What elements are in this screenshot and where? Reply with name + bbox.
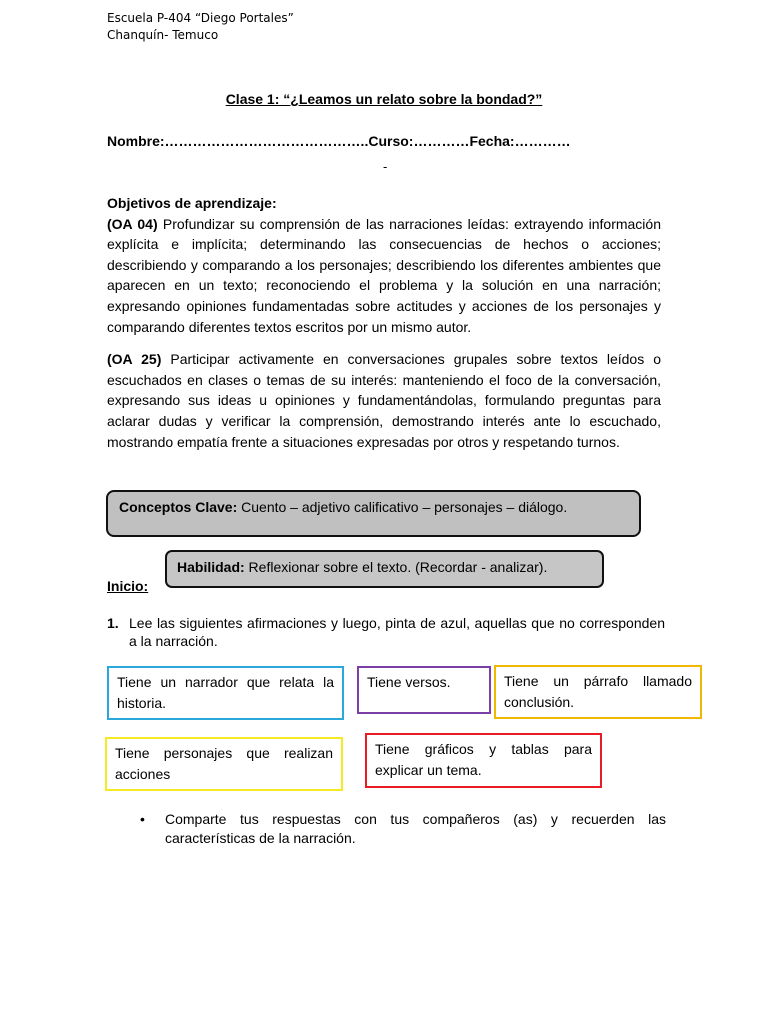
objective-oa04 (107, 214, 661, 338)
start-section-label: Inicio: (107, 578, 149, 594)
oa04-text: Profundizar su comprensión de las narraciones leídas: extrayendo información explícita e implícita; determinando las consecuencias de hechos o acciones; describiendo y comparando a los personajes; describiendo los diferentes ambientes que aparecen en un texto; reconociendo el problema y la solución en una narración; expresando opiniones fundamentadas sobre actitudes y acciones de los personajes y comparando diferentes textos escritos por un mismo autor. (107, 215, 661, 335)
bullet-text: Comparte tus respuestas con tus compañeros (as) y recuerden las características de la narración. (165, 811, 666, 846)
statement-card-graphics[interactable]: Tiene gráficos y tablas para explicar un tema. (365, 733, 602, 788)
statement-card-verses[interactable]: Tiene versos. (357, 666, 491, 714)
statement-card-conclusion[interactable]: Tiene un párrafo llamado conclusión. (494, 665, 702, 719)
oa25-code: (OA 25) (107, 351, 162, 368)
objective-oa25 (107, 349, 661, 452)
page-title: Clase 1: “¿Leamos un relato sobre la bondad?” (225, 91, 543, 107)
school-name: Escuela P-404 “Diego Portales” (107, 11, 294, 25)
key-concepts-label: Conceptos Clave: (119, 499, 238, 515)
school-header (107, 10, 294, 44)
objectives-heading: Objetivos de aprendizaje: (107, 195, 277, 211)
question-1 (107, 614, 665, 650)
statement-card-narrator[interactable]: Tiene un narrador que relata la historia. (107, 666, 344, 720)
bullet-icon: • (140, 811, 145, 827)
question-text: Lee las siguientes afirmaciones y luego, pinta de azul, aquellas que no corresponden a la narración. (129, 615, 665, 649)
key-concepts-box (106, 490, 641, 537)
dash-mark: - (383, 159, 388, 174)
oa25-text: Participar activamente en conversaciones grupales sobre textos leídos o escuchados en clases o temas de su interés: manteniendo el foco de la conversación, expresando sus ideas u opiniones y fundamentándolas, formulando preguntas para aclarar dudas y verificar la comprensión, demostrando interés ante lo escuchado, mostrando empatía frente a situaciones expresadas por otros y respetando turnos. (107, 351, 661, 450)
skill-box (165, 550, 604, 588)
skill-label: Habilidad: (177, 559, 245, 575)
statement-card-characters[interactable]: Tiene personajes que realizan acciones (105, 737, 343, 791)
oa04-code: (OA 04) (107, 215, 158, 232)
skill-text: Reflexionar sobre el texto. (Recordar - analizar). (244, 559, 548, 575)
bullet-instruction (140, 810, 666, 847)
student-info-line: Nombre:……………………………………..Curso:…………Fecha:………… (107, 133, 571, 149)
learning-objectives (107, 193, 661, 452)
question-number: 1. (107, 615, 119, 631)
key-concepts-text: Cuento – adjetivo calificativo – personajes – diálogo. (237, 499, 568, 515)
school-location: Chanquín- Temuco (107, 28, 219, 42)
